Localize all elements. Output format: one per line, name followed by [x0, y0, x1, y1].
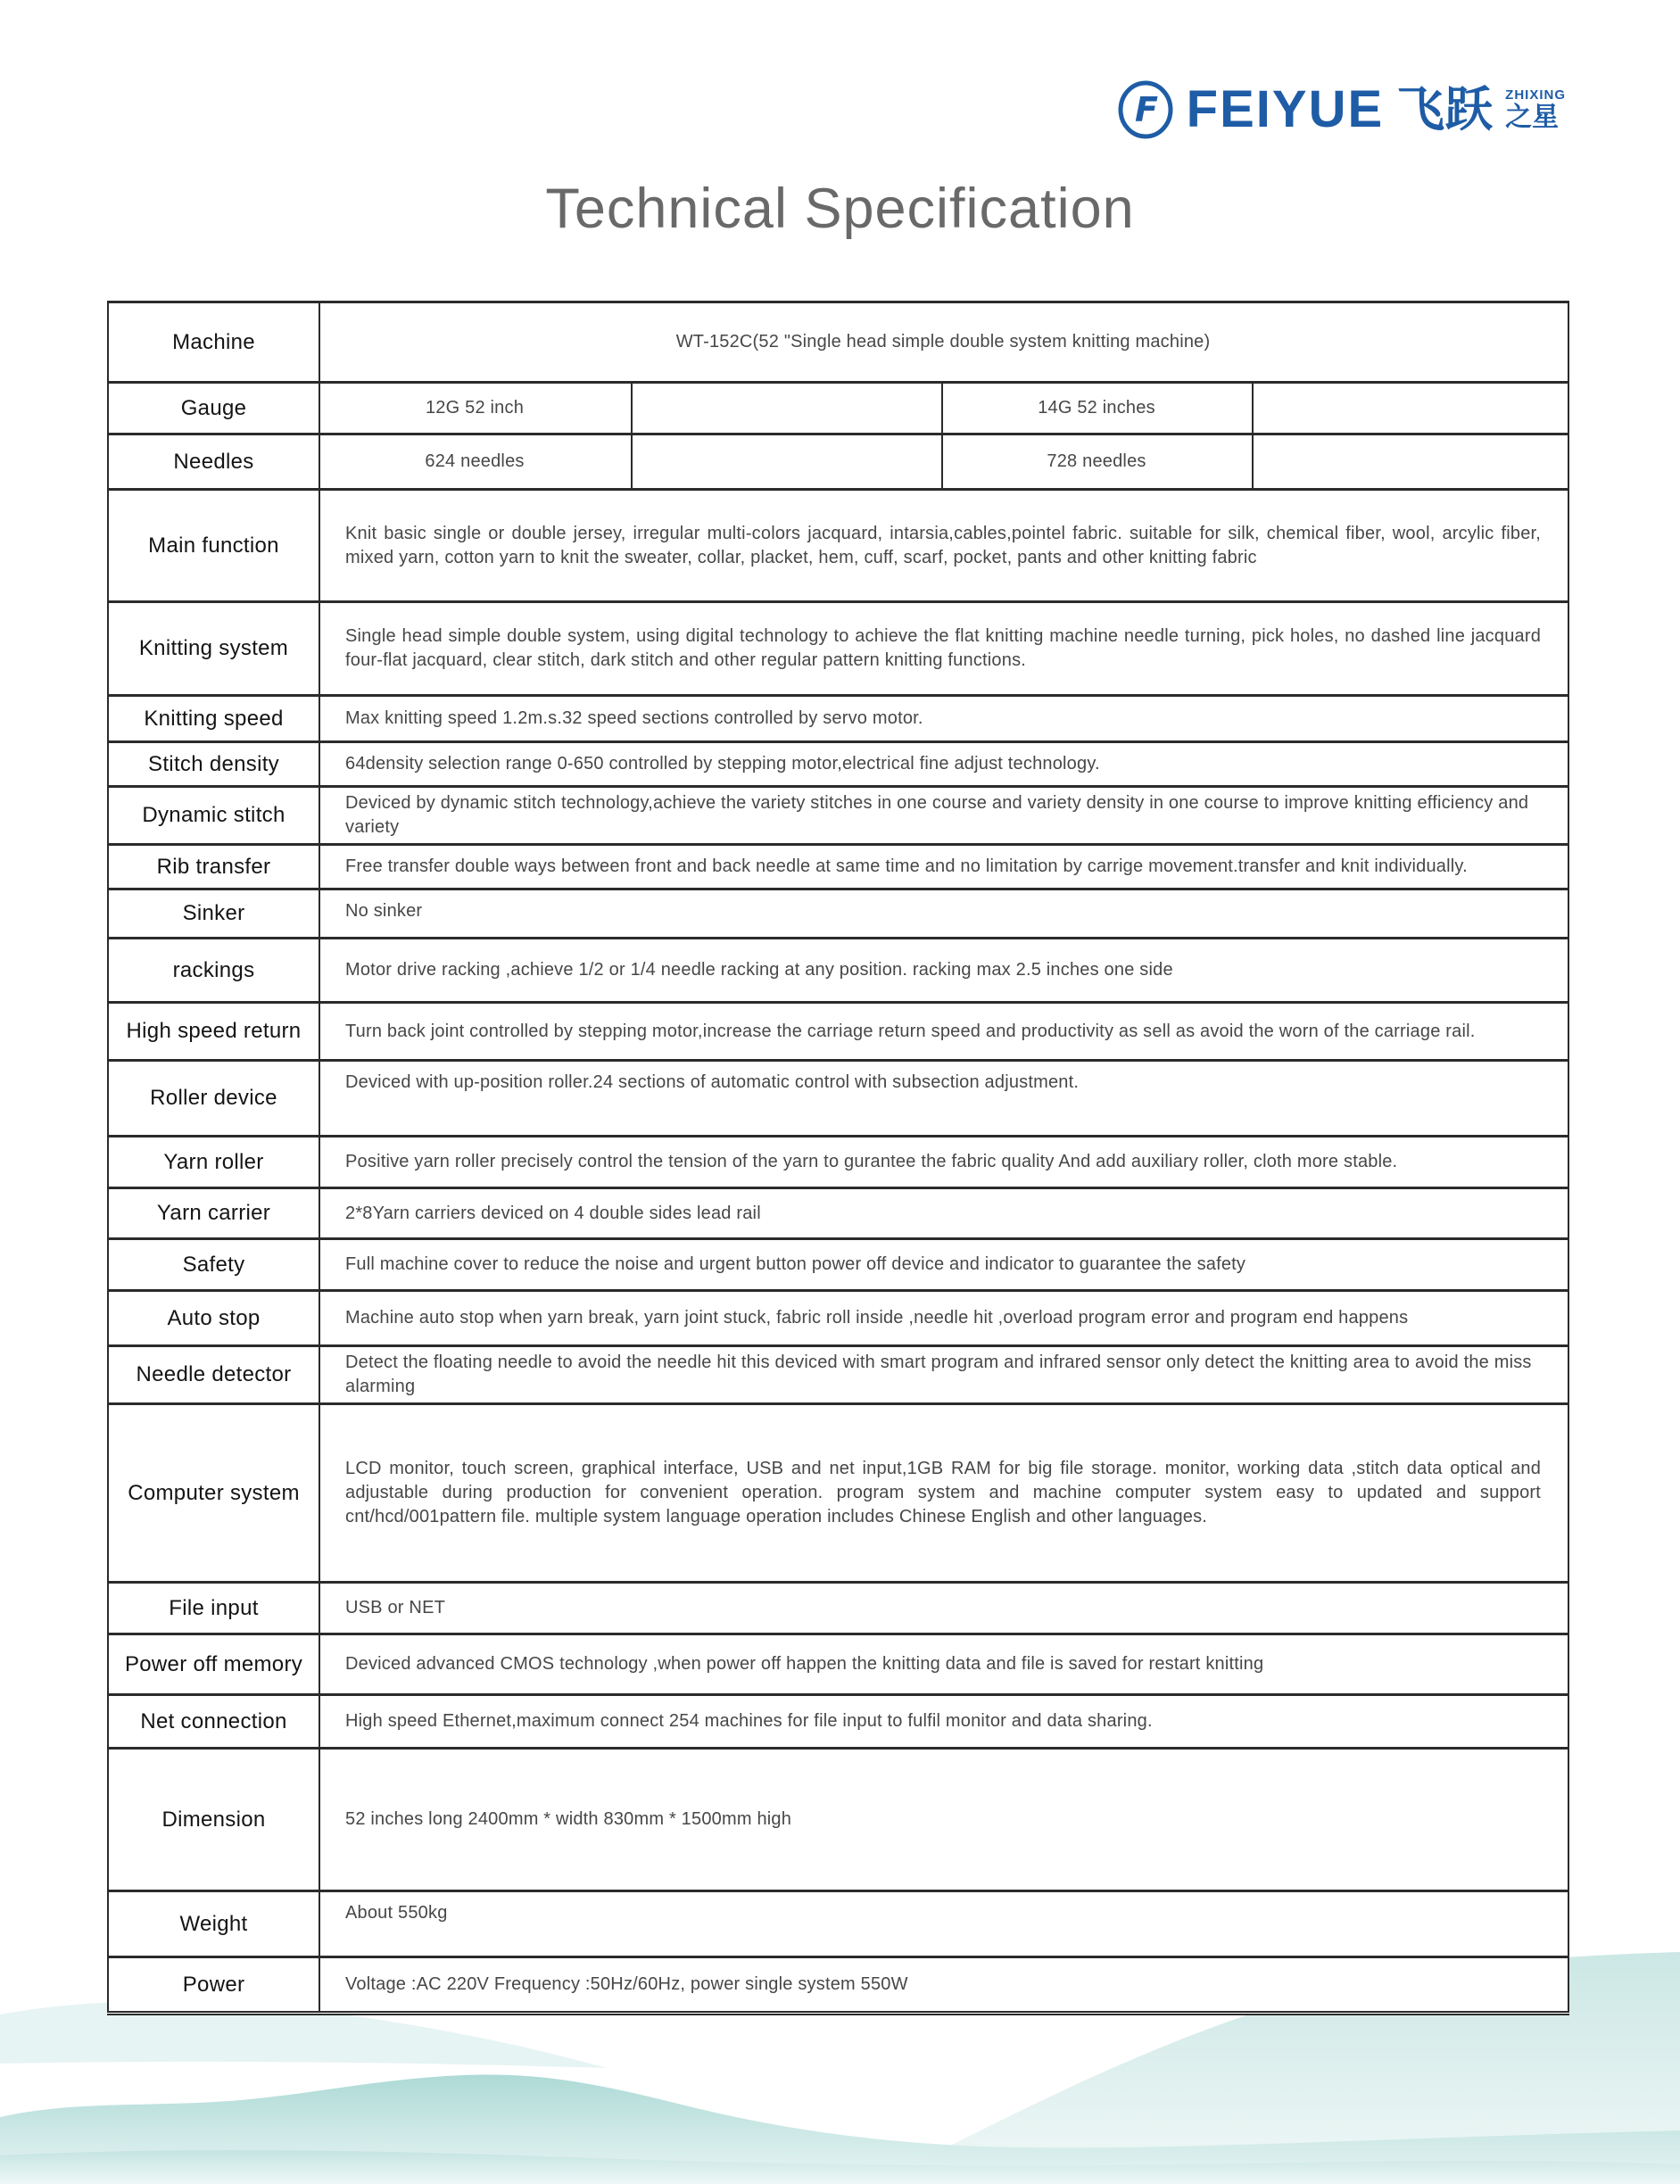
needles-cell: 728 needles	[942, 434, 1253, 490]
spec-table	[107, 301, 1569, 2015]
spec-value: Deviced advanced CMOS technology ,when power off happen the knitting data and file is saved for restart knitting	[319, 1634, 1568, 1695]
spec-label: Needles	[108, 434, 319, 490]
spec-value: Voltage :AC 220V Frequency :50Hz/60Hz, power single system 550W	[319, 1957, 1568, 2014]
spec-label: High speed return	[108, 1003, 319, 1061]
gauge-cell: 12G 52 inch	[319, 383, 632, 434]
spec-label: Yarn carrier	[108, 1188, 319, 1239]
spec-row	[108, 1188, 1568, 1239]
spec-row	[108, 1291, 1568, 1346]
spec-value: Detect the floating needle to avoid the needle hit this deviced with smart program and infrared sensor only detect the knitting area to avoid the miss alarming	[319, 1346, 1568, 1404]
spec-value: LCD monitor, touch screen, graphical interface, USB and net input,1GB RAM for big file storage. monitor, working data ,stitch data optical and adjustable during production for convenient operation. program system and machine computer system easy to updated and support cnt/hcd/001pattern file. multiple system language operation includes Chinese English and other languages.	[319, 1404, 1568, 1583]
spec-row	[108, 1239, 1568, 1291]
spec-label: Rib transfer	[108, 845, 319, 889]
spec-row	[108, 889, 1568, 939]
spec-value: Positive yarn roller precisely control the tension of the yarn to gurantee the fabric quality And add auxiliary roller, cloth more stable.	[319, 1137, 1568, 1188]
spec-label: Auto stop	[108, 1291, 319, 1346]
brand-subtitle-latin: ZHIXING	[1505, 87, 1566, 103]
spec-label: Weight	[108, 1891, 319, 1957]
spec-row	[108, 1346, 1568, 1404]
spec-value: About 550kg	[319, 1891, 1568, 1957]
emblem-letter: F	[1134, 90, 1158, 129]
brand-logo	[1117, 80, 1566, 139]
spec-value: 2*8Yarn carriers deviced on 4 double sides lead rail	[319, 1188, 1568, 1239]
spec-value: Single head simple double system, using digital technology to achieve the flat knitting machine needle turning, pick holes, no dashed line jacquard four-flat jacquard, clear stitch, dark stitch and other regular pattern knitting functions.	[319, 602, 1568, 696]
spec-row	[108, 602, 1568, 696]
spec-label: Roller device	[108, 1061, 319, 1137]
spec-row	[108, 1061, 1568, 1137]
spec-row	[108, 1891, 1568, 1957]
spec-row	[108, 1749, 1568, 1891]
spec-row-gauge	[108, 383, 1568, 434]
spec-value: WT-152C(52 "Single head simple double system knitting machine)	[319, 302, 1568, 383]
brand-subtitle-chinese: 之星	[1505, 102, 1560, 133]
spec-label: Net connection	[108, 1695, 319, 1749]
spec-row	[108, 787, 1568, 845]
spec-label: File input	[108, 1583, 319, 1634]
spec-value: 52 inches long 2400mm * width 830mm * 1500mm high	[319, 1749, 1568, 1891]
needles-cell-empty	[1253, 434, 1568, 490]
spec-row	[108, 1583, 1568, 1634]
spec-label: Sinker	[108, 889, 319, 939]
spec-label: Main function	[108, 490, 319, 602]
spec-row	[108, 1957, 1568, 2014]
spec-label: Gauge	[108, 383, 319, 434]
needles-cell-empty	[632, 434, 942, 490]
page-title: Technical Specification	[545, 178, 1135, 240]
spec-row	[108, 1634, 1568, 1695]
gauge-cell-empty	[632, 383, 942, 434]
spec-label: rackings	[108, 939, 319, 1003]
spec-value: Knit basic single or double jersey, irregular multi-colors jacquard, intarsia,cables,pointel fabric. suitable for silk, chemical fiber, wool, arcylic fiber, mixed yarn, cotton yarn to knit the sweater, collar, placket, hem, cuff, scarf, pocket, pants and other knitting fabric	[319, 490, 1568, 602]
brand-name-chinese: 飞跃	[1396, 81, 1494, 137]
spec-row	[108, 845, 1568, 889]
spec-value: Machine auto stop when yarn break, yarn joint stuck, fabric roll inside ,needle hit ,overload program error and program end happens	[319, 1291, 1568, 1346]
spec-value: High speed Ethernet,maximum connect 254 machines for file input to fulfil monitor and data sharing.	[319, 1695, 1568, 1749]
spec-value: Max knitting speed 1.2m.s.32 speed sections controlled by servo motor.	[319, 696, 1568, 742]
spec-value: Full machine cover to reduce the noise and urgent button power off device and indicator to guarantee the safety	[319, 1239, 1568, 1291]
spec-value: Deviced by dynamic stitch technology,achieve the variety stitches in one course and variety density in one course to improve knitting efficiency and variety	[319, 787, 1568, 845]
spec-value: USB or NET	[319, 1583, 1568, 1634]
spec-label: Needle detector	[108, 1346, 319, 1404]
spec-label: Yarn roller	[108, 1137, 319, 1188]
spec-label: Power	[108, 1957, 319, 2014]
spec-row	[108, 1137, 1568, 1188]
spec-label: Safety	[108, 1239, 319, 1291]
spec-value: No sinker	[319, 889, 1568, 939]
spec-row	[108, 490, 1568, 602]
spec-row-machine	[108, 302, 1568, 383]
spec-row	[108, 742, 1568, 787]
spec-label: Knitting speed	[108, 696, 319, 742]
spec-row	[108, 939, 1568, 1003]
spec-label: Stitch density	[108, 742, 319, 787]
spec-label: Knitting system	[108, 602, 319, 696]
spec-row	[108, 1695, 1568, 1749]
gauge-cell: 14G 52 inches	[942, 383, 1253, 434]
spec-label: Computer system	[108, 1404, 319, 1583]
spec-row	[108, 696, 1568, 742]
spec-value: Turn back joint controlled by stepping motor,increase the carriage return speed and productivity as sell as avoid the worn of the carriage rail.	[319, 1003, 1568, 1061]
needles-cell: 624 needles	[319, 434, 632, 490]
spec-value: Deviced with up-position roller.24 sections of automatic control with subsection adjustment.	[319, 1061, 1568, 1137]
spec-label: Machine	[108, 302, 319, 383]
spec-value: Motor drive racking ,achieve 1/2 or 1/4 needle racking at any position. racking max 2.5 inches one side	[319, 939, 1568, 1003]
spec-label: Power off memory	[108, 1634, 319, 1695]
spec-value: Free transfer double ways between front and back needle at same time and no limitation by carrige movement.transfer and knit individually.	[319, 845, 1568, 889]
spec-label: Dimension	[108, 1749, 319, 1891]
spec-label: Dynamic stitch	[108, 787, 319, 845]
spec-row-needles	[108, 434, 1568, 490]
feiyue-emblem-icon	[1117, 80, 1174, 139]
spec-row	[108, 1003, 1568, 1061]
brand-name: FEIYUE	[1186, 80, 1385, 138]
spec-value: 64density selection range 0-650 controlled by stepping motor,electrical fine adjust technology.	[319, 742, 1568, 787]
gauge-cell-empty	[1253, 383, 1568, 434]
brand-subtitle	[1505, 88, 1566, 131]
spec-row	[108, 1404, 1568, 1583]
